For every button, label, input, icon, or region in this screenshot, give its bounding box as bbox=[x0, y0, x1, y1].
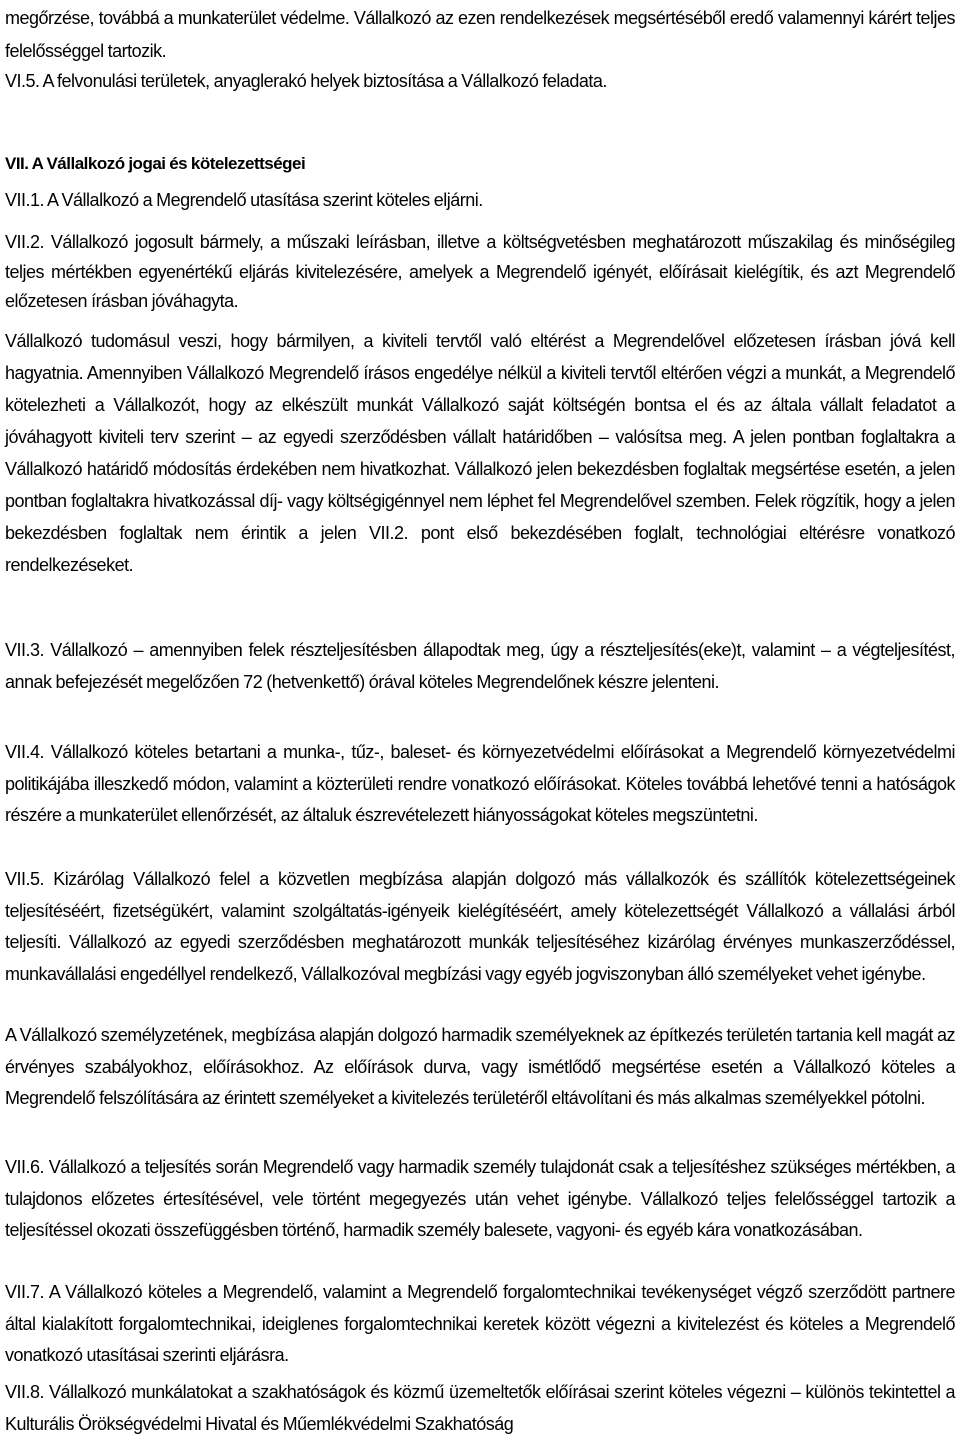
paragraph-vi5: VI.5. A felvonulási területek, anyaglerakó helyek biztosítása a Vállalkozó feladata. bbox=[5, 71, 607, 91]
paragraph-vii4: VII.4. Vállalkozó köteles betartani a munka-, tűz-, baleset- és környezetvédelmi előírásokat a Megrendelő környezetvédelmi politikájába illeszkedő módon, valamint a közterületi rendre vonatkozó előírásokat. Köteles továbbá lehetővé tenni a hatóságok részére a munkaterület ellenőrzését, az általuk észrevételezett hiányosságokat köteles megszüntetni. bbox=[5, 742, 955, 825]
paragraph-vii7: VII.7. A Vállalkozó köteles a Megrendelő, valamint a Megrendelő forgalomtechnikai tevékenységet végző szerződött partnere által kialakított forgalomtechnikai, ideiglenes forgalomtechnikai keretek között végezni a kivitelezést és köteles a Megrendelő vonatkozó utasításai szerinti eljárásra. bbox=[5, 1282, 955, 1365]
section-heading-vii: VII. A Vállalkozó jogai és kötelezettségei bbox=[5, 154, 306, 173]
paragraph-vii3: VII.3. Vállalkozó – amennyiben felek részteljesítésben állapodtak meg, úgy a részteljesítés(eke)t, valamint – a végteljesítést, annak befejezését megelőzően 72 (hetvenkettő) órával köteles Megrendelőnek készre jelenteni. bbox=[5, 640, 955, 692]
paragraph-intro: megőrzése, továbbá a munkaterület védelme. Vállalkozó az ezen rendelkezések megsértéséből eredő valamennyi kárért teljes felelősséggel tartozik. bbox=[5, 8, 955, 61]
paragraph-vii5: VII.5. Kizárólag Vállalkozó felel a közvetlen megbízása alapján dolgozó más vállalkozók és szállítók kötelezettségeinek teljesítéséért, fizetségükért, valamint szolgáltatás-igényeik kielégítéséért, amely kötelezettségét Vállalkozó a vállalási árból teljesíti. Vállalkozó az egyedi szerződésben meghatározott munkák teljesítéséhez kizárólag érvényes munkaszerződéssel, munkavállalási engedéllyel rendelkező, Vállalkozóval megbízási vagy egyéb jogviszonyban álló személyeket vehet igénybe. bbox=[5, 869, 955, 984]
paragraph-vii8: VII.8. Vállalkozó munkálatokat a szakhatóságok és közmű üzemeltetők előírásai szerint köteles végezni – különös tekintettel a Kulturális Örökségvédelmi Hivatal és Műemlékvédelmi Szakhatóság bbox=[5, 1382, 955, 1434]
paragraph-vii1: VII.1. A Vállalkozó a Megrendelő utasítása szerint köteles eljárni. bbox=[5, 190, 483, 210]
paragraph-vii5-second: A Vállalkozó személyzetének, megbízása alapján dolgozó harmadik személyeknek az építkezés területén tartania kell magát az érvényes szabályokhoz, előírásokhoz. Az előírások durva, vagy ismétlődő megsértése esetén a Vállalkozó köteles a Megrendelő felszólítására az érintett személyeket a kivitelezés területéről eltávolítani és más alkalmas személyekkel pótolni. bbox=[5, 1025, 955, 1108]
paragraph-vii2-second: Vállalkozó tudomásul veszi, hogy bármilyen, a kiviteli tervtől való eltérést a Megrendelővel előzetesen írásban jóvá kell hagyatnia. Amennyiben Vállalkozó Megrendelő írásos engedélye nélkül a kiviteli tervtől eltérően végzi a munkát, a Megrendelő kötelezheti a Vállalkozót, hogy az elkészült munkát Vállalkozó saját költségén bontsa el és az általa vállalt feladatot a jóváhagyott kiviteli terv szerint – az egyedi szerződésben vállalt határidőben – valósítsa meg. A jelen pontban foglaltakra a Vállalkozó határidő módosítás érdekében nem hivatkozhat. Vállalkozó jelen bekezdésben foglaltak megsértése esetén, a jelen pontban foglaltakra hivatkozással díj- vagy költségigénnyel nem léphet fel Megrendelővel szemben. Felek rögzítik, hogy a jelen bekezdésben foglaltak nem érintik a jelen VII.2. pont első bekezdésében foglalt, technológiai eltérésre vonatkozó rendelkezéseket. bbox=[5, 331, 955, 575]
paragraph-vii6: VII.6. Vállalkozó a teljesítés során Megrendelő vagy harmadik személy tulajdonát csak a teljesítéshez szükséges mértékben, a tulajdonos előzetes értesítésével, vele történt megegyezés után vehet igénybe. Vállalkozó teljes felelősséggel tartozik a teljesítéssel okozati összefüggésben történő, harmadik személy balesete, vagyoni- és egyéb kára vonatkozásában. bbox=[5, 1157, 955, 1240]
paragraph-vii2: VII.2. Vállalkozó jogosult bármely, a műszaki leírásban, illetve a költségvetésben meghatározott műszakilag és minőségileg teljes mértékben egyenértékű eljárás kivitelezésére, amelyek a Megrendelő igényét, előírásait kielégítik, és azt Megrendelő előzetesen írásban jóváhagyta. bbox=[5, 232, 955, 311]
